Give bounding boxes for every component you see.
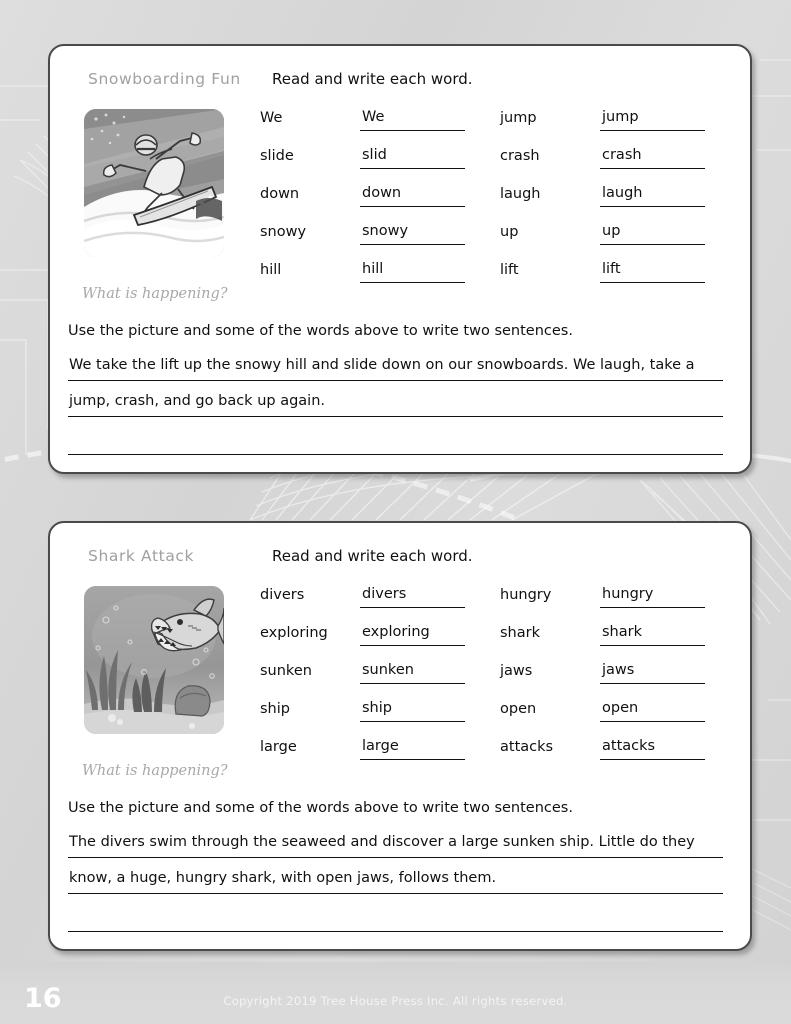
page-footer [0, 962, 791, 1024]
word-row [500, 659, 720, 697]
snowboarder-illustration [84, 109, 224, 257]
word-answer: large [362, 738, 399, 754]
word-answer-slot[interactable] [360, 144, 465, 169]
card-instruction: Read and write each word. [272, 70, 473, 88]
word-row [260, 182, 480, 220]
word-answer-slot[interactable] [360, 182, 465, 207]
shark-picture [84, 586, 224, 734]
word-row [260, 621, 480, 659]
word-answer-slot[interactable] [360, 659, 465, 684]
word-answer: slid [362, 147, 387, 163]
word-answer-slot[interactable] [360, 220, 465, 245]
word-prompt: We [260, 110, 283, 126]
sentence-write-line[interactable] [68, 429, 723, 455]
word-row [260, 106, 480, 144]
sentence-text: know, a huge, hungry shark, with open jaws, follows them. [69, 870, 497, 886]
word-answer: shark [602, 624, 642, 640]
card-instruction: Read and write each word. [272, 547, 473, 565]
word-answer-slot[interactable] [600, 144, 705, 169]
word-prompt: large [260, 739, 297, 755]
word-prompt: down [260, 186, 300, 202]
word-answer-slot[interactable] [360, 621, 465, 646]
sentence-write-line[interactable] [68, 832, 723, 858]
word-row [260, 659, 480, 697]
word-answer: hungry [602, 586, 654, 602]
word-answer-slot[interactable] [600, 182, 705, 207]
word-prompt: exploring [260, 625, 328, 641]
word-prompt: jaws [500, 663, 533, 679]
word-row [500, 621, 720, 659]
word-column-right [500, 583, 720, 773]
word-answer-slot[interactable] [600, 220, 705, 245]
word-answer-slot[interactable] [600, 583, 705, 608]
sentence-text: The divers swim through the seaweed and discover a large sunken ship. Little do they [69, 834, 695, 850]
card-title: Snowboarding Fun [88, 70, 241, 88]
word-answer: crash [602, 147, 642, 163]
word-answer-slot[interactable] [600, 697, 705, 722]
word-prompt: divers [260, 587, 305, 603]
word-row [500, 144, 720, 182]
word-answer: sunken [362, 662, 414, 678]
word-answer: jaws [602, 662, 635, 678]
word-prompt: attacks [500, 739, 554, 755]
word-prompt: hill [260, 262, 282, 278]
worksheet-card-snowboarding [48, 44, 752, 474]
word-row [260, 583, 480, 621]
word-answer: open [602, 700, 639, 716]
sentence-text: jump, crash, and go back up again. [69, 393, 325, 409]
word-answer-slot[interactable] [360, 583, 465, 608]
word-answer: jump [602, 109, 639, 125]
sentence-instruction: Use the picture and some of the words above to write two sentences. [68, 800, 573, 816]
word-row [260, 220, 480, 258]
word-answer-slot[interactable] [360, 258, 465, 283]
word-answer-slot[interactable] [600, 659, 705, 684]
word-row [500, 106, 720, 144]
worksheet-card-shark [48, 521, 752, 951]
word-column-left [260, 106, 480, 296]
word-answer-slot[interactable] [600, 735, 705, 760]
word-row [500, 182, 720, 220]
word-prompt: open [500, 701, 537, 717]
word-answer: hill [362, 261, 384, 277]
word-row [500, 583, 720, 621]
word-answer: lift [602, 261, 621, 277]
word-answer-slot[interactable] [360, 106, 465, 131]
word-prompt: lift [500, 262, 519, 278]
word-answer-slot[interactable] [600, 106, 705, 131]
word-prompt: jump [500, 110, 537, 126]
reflection-prompt: What is happening? [82, 286, 228, 302]
word-column-right [500, 106, 720, 296]
word-answer: exploring [362, 624, 430, 640]
word-answer-slot[interactable] [360, 735, 465, 760]
word-prompt: laugh [500, 186, 541, 202]
word-row [260, 258, 480, 296]
copyright-notice: Copyright 2019 Tree House Press Inc. All rights reserved. [223, 994, 568, 1008]
word-answer: ship [362, 700, 392, 716]
word-row [500, 735, 720, 773]
page-number: 16 [24, 983, 62, 1014]
word-answer: We [362, 109, 385, 125]
word-prompt: crash [500, 148, 540, 164]
word-row [500, 697, 720, 735]
sentence-write-line[interactable] [68, 868, 723, 894]
sentence-write-line[interactable] [68, 391, 723, 417]
word-row [260, 735, 480, 773]
word-row [500, 220, 720, 258]
word-answer: down [362, 185, 402, 201]
word-answer-slot[interactable] [360, 697, 465, 722]
word-column-left [260, 583, 480, 773]
sentence-write-line[interactable] [68, 906, 723, 932]
word-prompt: slide [260, 148, 294, 164]
word-answer: snowy [362, 223, 409, 239]
word-row [500, 258, 720, 296]
sentence-text: We take the lift up the snowy hill and slide down on our snowboards. We laugh, take a [69, 357, 695, 373]
word-answer: laugh [602, 185, 643, 201]
word-answer: divers [362, 586, 407, 602]
word-answer-slot[interactable] [600, 258, 705, 283]
word-prompt: snowy [260, 224, 307, 240]
snowboarder-picture [84, 109, 224, 257]
card-title: Shark Attack [88, 547, 195, 565]
word-prompt: shark [500, 625, 540, 641]
sentence-write-line[interactable] [68, 355, 723, 381]
word-row [260, 697, 480, 735]
word-answer-slot[interactable] [600, 621, 705, 646]
word-row [260, 144, 480, 182]
word-prompt: ship [260, 701, 290, 717]
word-answer: up [602, 223, 621, 239]
word-prompt: hungry [500, 587, 552, 603]
shark-underwater-illustration [84, 586, 224, 734]
word-prompt: sunken [260, 663, 312, 679]
word-answer: attacks [602, 738, 656, 754]
reflection-prompt: What is happening? [82, 763, 228, 779]
word-prompt: up [500, 224, 519, 240]
sentence-instruction: Use the picture and some of the words above to write two sentences. [68, 323, 573, 339]
